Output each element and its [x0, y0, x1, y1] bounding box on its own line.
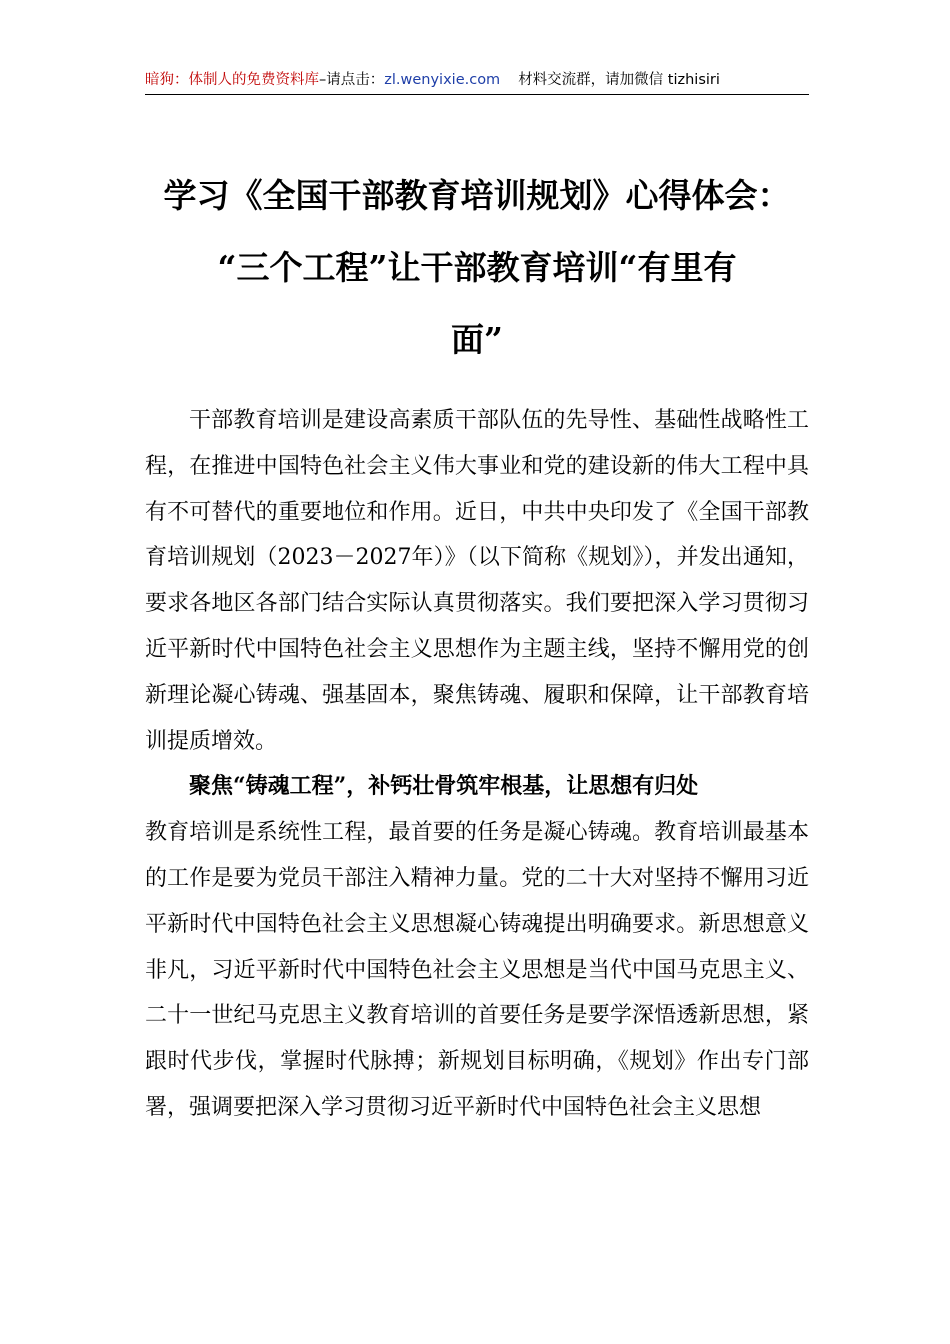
title-line-1: 学习《全国干部教育培训规划》心得体会： [163, 176, 791, 215]
header-link[interactable]: zl.wenyixie.com [384, 72, 501, 88]
intro-paragraph: 干部教育培训是建设高素质干部队伍的先导性、基础性战略性工程，在推进中国特色社会主义伟大事业和党的建设新的伟大工程中具有不可替代的重要地位和作用。近日，中共中央印发了《全国干部教育培训规划（2023－2027年）》（以下简称《规划》），并发出通知，要求各地区各部门结合实际认真贯彻落实。我们要把深入学习贯彻习近平新时代中国特色社会主义思想作为主题主线，坚持不懈用党的创新理论凝心铸魂、强基固本，聚焦铸魂、履职和保障，让干部教育培训提质增效。 [145, 408, 809, 754]
header-contact: 材料交流群，请加微信 tizhisiri [518, 72, 720, 88]
header-separator: –请点击： [319, 72, 385, 88]
page-header [145, 70, 809, 95]
header-brand: 暗狗：体制人的免费资料库 [145, 72, 319, 88]
section-heading-1: 聚焦“铸魂工程”，补钙壮骨筑牢根基，让思想有归处 [189, 773, 699, 800]
section-paragraph-1: 教育培训是系统性工程，最首要的任务是凝心铸魂。教育培训最基本的工作是要为党员干部注入精神力量。党的二十大对坚持不懈用习近平新时代中国特色社会主义思想凝心铸魂提出明确要求。新思想意义非凡，习近平新时代中国特色社会主义思想是当代中国马克思主义、二十一世纪马克思主义教育培训的首要任务是要学深悟透新思想，紧跟时代步伐，掌握时代脉搏；新规划目标明确，《规划》作出专门部署，强调要把深入学习贯彻习近平新时代中国特色社会主义思想 [145, 820, 809, 1120]
document-title [145, 160, 809, 376]
title-line-3: 面” [451, 320, 503, 359]
title-line-2: “三个工程”让干部教育培训“有里有 [217, 248, 737, 287]
document-body [145, 398, 809, 1131]
